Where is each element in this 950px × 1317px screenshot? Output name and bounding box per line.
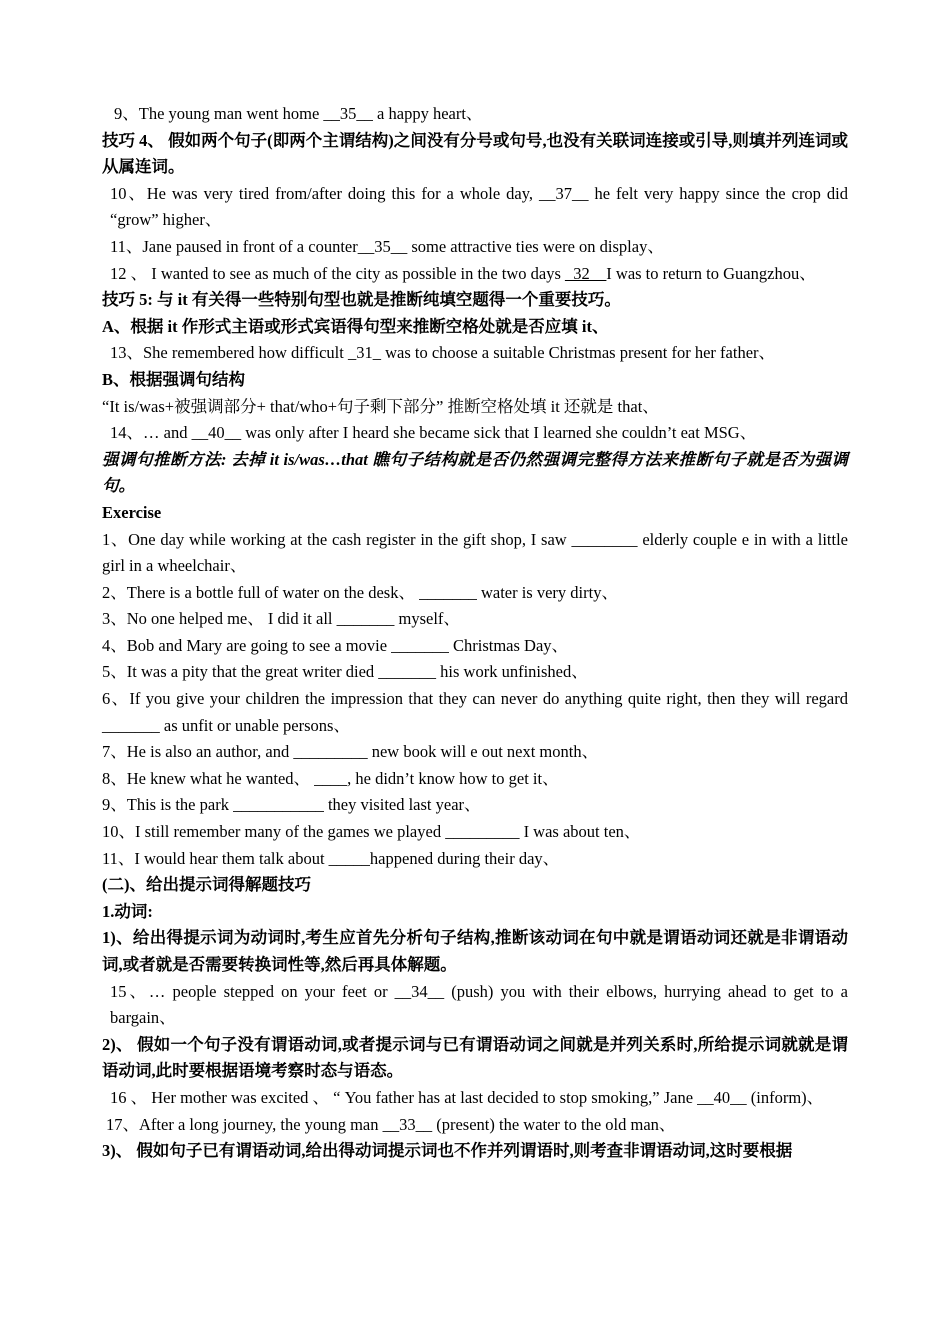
example-10: 10、He was very tired from/after doing this for a whole day, __37__ he felt very happy since the crop did “grow” higher、 [110,183,848,230]
verb-rule-2: 2)、 假如一个句子没有谓语动词,或者提示词与已有谓语动词之间就是并列关系时,所给提示词就就是谓语动词,此时要根据语境考察时态与语态。 [102,1034,848,1081]
subsection-verbs: 1.动词: [102,901,153,921]
tip-5: 技巧 5: 与 it 有关得一些特别句型也就是推断纯填空题得一个重要技巧。 [102,290,621,310]
example-9: 9、The young man went home __35__ a happy heart、 [114,104,483,123]
example-12-part-1: 12 、 I wanted to see as much of the city as possible in the two days [110,263,561,283]
emphatic-pattern: “It is/was+被强调部分+ that/who+句子剩下部分” 推断空格处填 it 还就是 that、 [102,396,659,416]
verb-rule-1: 1)、给出得提示词为动词时,考生应首先分析句子结构,推断该动词在句中就是谓语动词还就是非谓语动词,或者就是否需要转换词性等,然后再具体解题。 [102,928,848,974]
exercise-5: 5、It was a pity that the great writer died _______ his work unfinished、 [102,662,588,682]
exercise-8: 8、He knew what he wanted、 ____, he didn’t know how to get it、 [102,768,559,788]
exercise-2: 2、There is a bottle full of water on the desk、 _______ water is very dirty、 [102,582,618,602]
exercise-3: 3、No one helped me、 I did it all _______ myself、 [102,609,460,629]
example-11: 11、Jane paused in front of a counter__35__ some attractive ties were on display、 [110,236,664,256]
example-12 [102,261,848,288]
emphatic-method: 强调句推断方法: 去掉 it is/was…that 瞧句子结构就是否仍然强调完整得方法来推断句子就是否为强调句。 [102,449,848,496]
section-hint-words: (二)、给出提示词得解题技巧 [102,875,311,895]
verb-rule-3: 3)、 假如句子已有谓语动词,给出得动词提示词也不作并列谓语时,则考查非谓语动词,这时要根据 [102,1141,793,1161]
example-13: 13、She remembered how difficult _31_ was to choose a suitable Christmas present for her father、 [110,343,776,363]
example-15: 15、… people stepped on your feet or __34__ (push) you with their elbows, hurrying ahead to get to a bargain、 [110,981,848,1028]
exercise-7: 7、He is also an author, and _________ new book will e out next month、 [102,742,599,762]
tip-4: 技巧 4、 假如两个句子(即两个主谓结构)之间没有分号或句号,也没有关联词连接或引导,则填并列连词或从属连词。 [102,130,848,177]
example-17: 17、After a long journey, the young man __33__ (present) the water to the old man、 [106,1114,676,1134]
example-12-part-2: I was to return to Guangzhou、 [606,263,816,283]
exercise-6: 6、If you give your children the impression that they can never do anything quite right, then they will regard _______ as unfit or unable persons、 [102,689,848,735]
tip-5a: A、根据 it 作形式主语或形式宾语得句型来推断空格处就是否应填 it、 [102,316,609,336]
exercise-11: 11、I would hear them talk about _____happened during their day、 [102,848,560,868]
tip-5b: B、根据强调句结构 [102,369,246,389]
document-page [102,101,848,1165]
exercise-4: 4、Bob and Mary are going to see a movie _______ Christmas Day、 [102,635,569,655]
exercise-10: 10、I still remember many of the games we played _________ I was about ten、 [102,822,641,842]
exercise-heading: Exercise [102,502,162,522]
exercise-1: 1、One day while working at the cash register in the gift shop, I saw ________ elderly couple e in with a little girl in a wheelchair、 [102,529,848,576]
example-16: 16 、 Her mother was excited 、 “ You father has at last decided to stop smoking,” Jane __40__ (inform)、 [110,1087,824,1107]
exercise-9: 9、This is the park ___________ they visited last year、 [102,795,481,815]
example-14: 14、… and __40__ was only after I heard she became sick that I learned she couldn’t eat MSG、 [110,423,757,443]
example-12-blank: _32__ [565,263,607,283]
